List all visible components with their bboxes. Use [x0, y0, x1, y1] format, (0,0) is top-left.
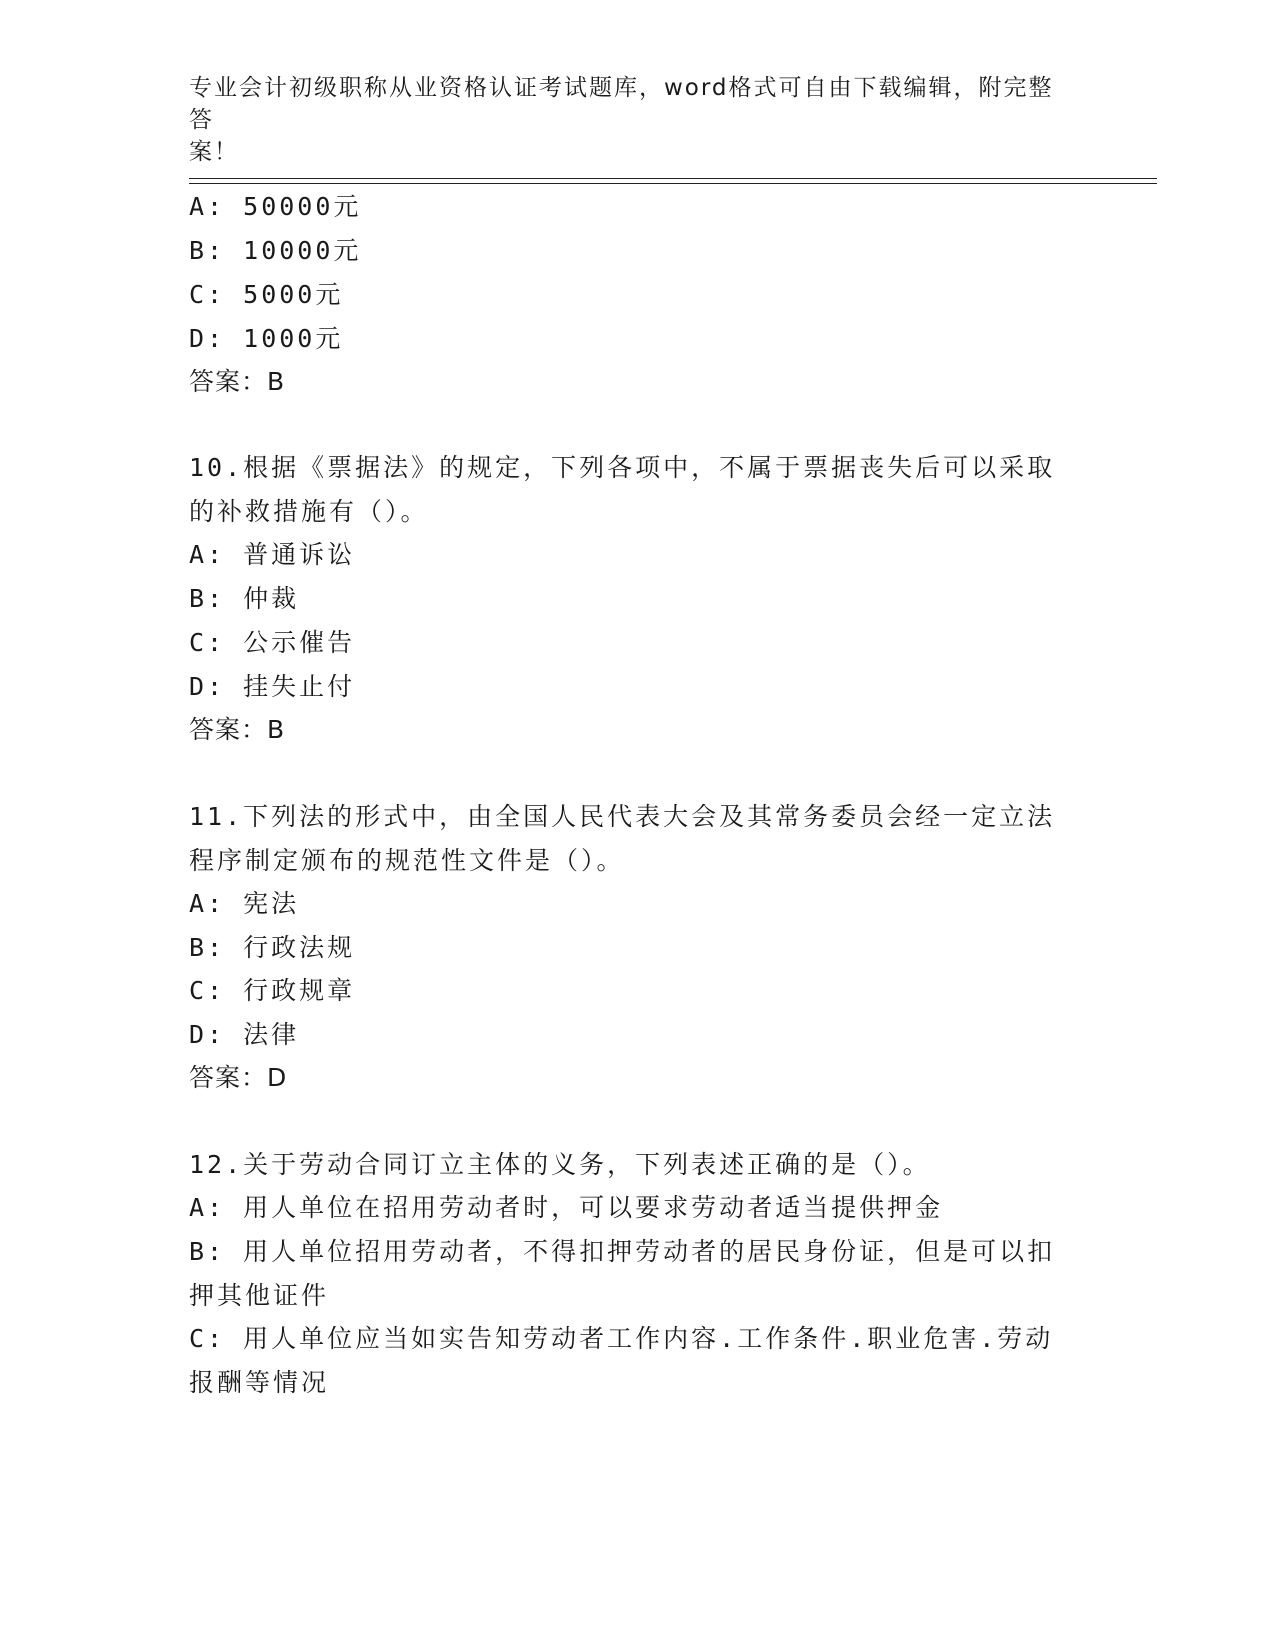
- option-b: B: 仲裁: [189, 584, 300, 613]
- option-b: B: 10000元: [189, 236, 362, 265]
- header-line-2: 案！: [189, 139, 239, 165]
- option-c-cont: 报酬等情况: [189, 1368, 330, 1397]
- option-a: A: 宪法: [189, 889, 300, 918]
- answer: 答案：D: [189, 1063, 288, 1092]
- answer: 答案：B: [189, 367, 286, 396]
- question-stem: 12.关于劳动合同订立主体的义务，下列表述正确的是（）。: [189, 1150, 931, 1179]
- header-line-1: 专业会计初级职称从业资格认证考试题库，word格式可自由下载编辑，附完整答: [189, 75, 1054, 133]
- option-b-cont: 押其他证件: [189, 1281, 330, 1310]
- question-stem: 11.下列法的形式中，由全国人民代表大会及其常务委员会经一定立法: [189, 802, 1056, 831]
- option-a: A: 50000元: [189, 192, 362, 221]
- option-b: B: 用人单位招用劳动者，不得扣押劳动者的居民身份证，但是可以扣: [189, 1237, 1056, 1266]
- option-c: C: 行政规章: [189, 976, 356, 1005]
- question-stem: 10.根据《票据法》的规定，下列各项中，不属于票据丧失后可以采取: [189, 453, 1056, 482]
- header-divider-top: [189, 178, 1157, 179]
- header-divider-bottom: [189, 183, 1157, 184]
- option-d: D: 法律: [189, 1020, 300, 1049]
- question-stem-cont: 的补救措施有（）。: [189, 497, 429, 526]
- answer: 答案：B: [189, 715, 286, 744]
- option-b: B: 行政法规: [189, 933, 356, 962]
- question-stem-cont: 程序制定颁布的规范性文件是（）。: [189, 846, 625, 875]
- option-d: D: 挂失止付: [189, 672, 356, 701]
- document-header: [189, 72, 1069, 168]
- option-c: C: 公示催告: [189, 628, 356, 657]
- option-c: C: 用人单位应当如实告知劳动者工作内容.工作条件.职业危害.劳动: [189, 1324, 1054, 1353]
- option-c: C: 5000元: [189, 280, 344, 309]
- option-a: A: 用人单位在招用劳动者时，可以要求劳动者适当提供押金: [189, 1193, 944, 1222]
- option-d: D: 1000元: [189, 324, 344, 353]
- option-a: A: 普通诉讼: [189, 540, 356, 569]
